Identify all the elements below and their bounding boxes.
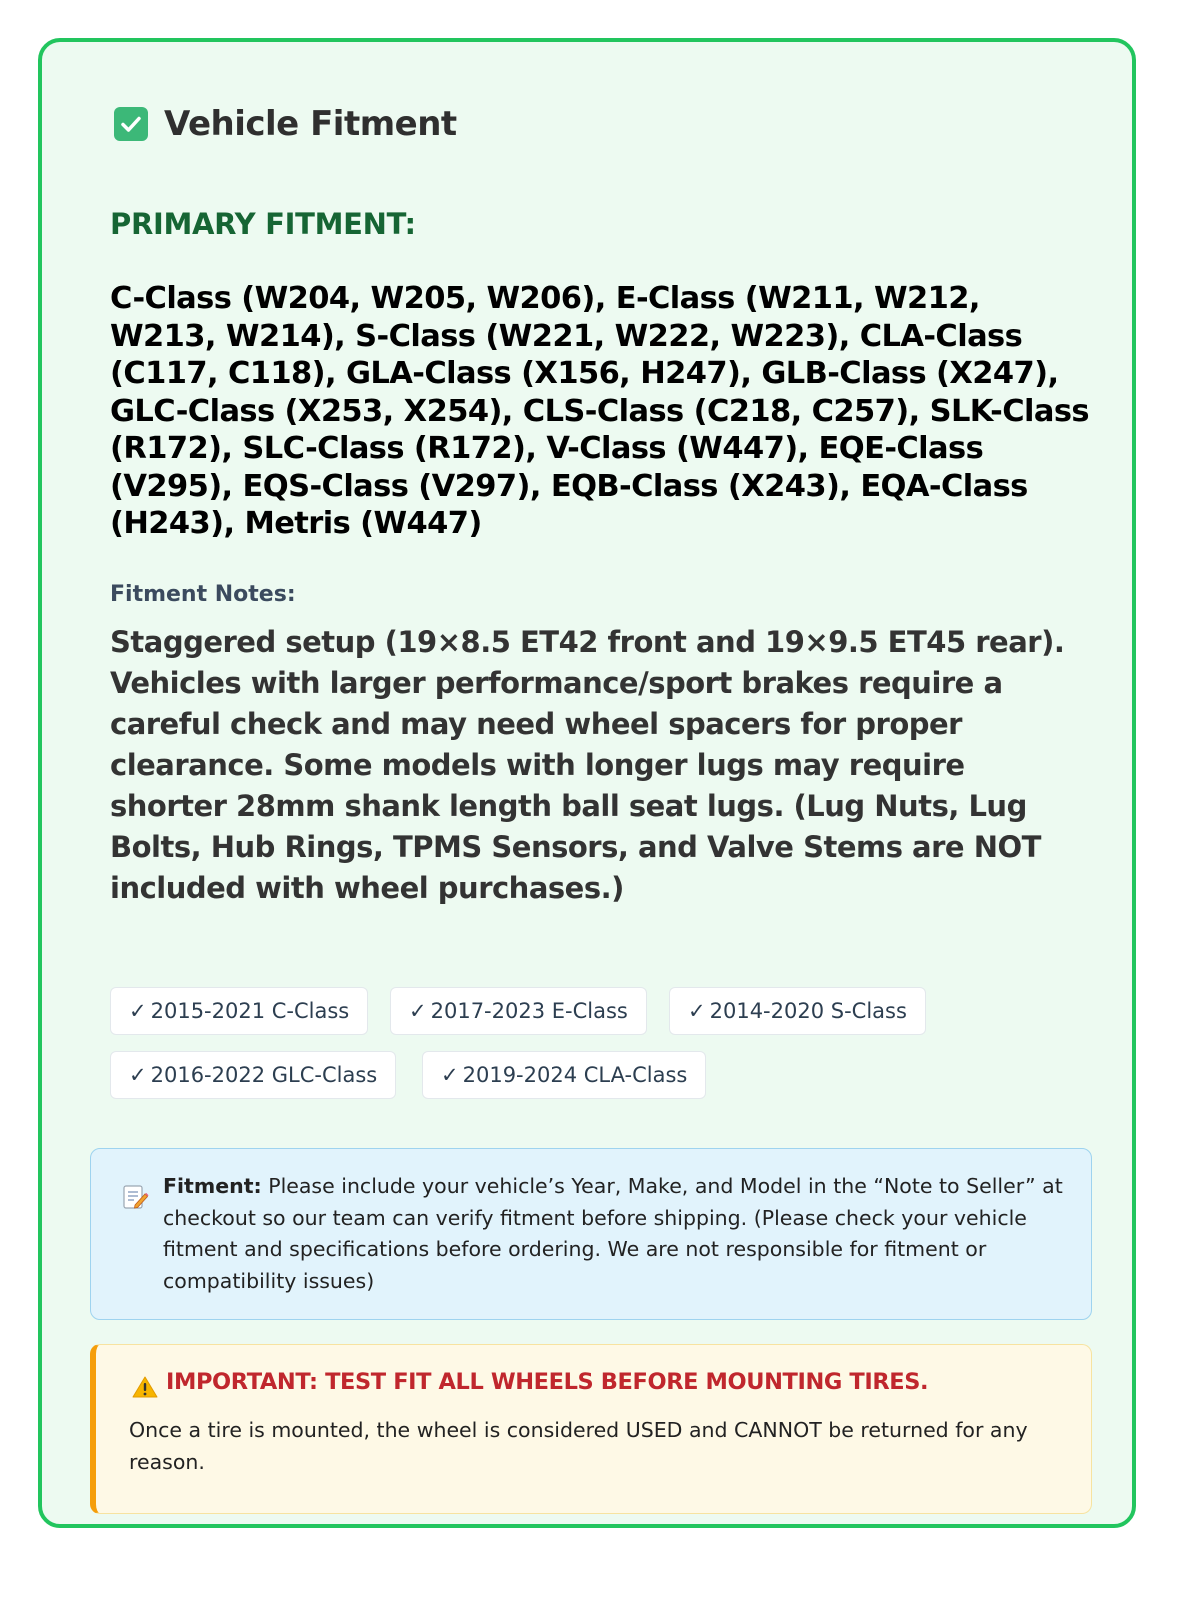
section-title: Vehicle Fitment [164,104,457,144]
fitment-info-text [163,1171,1063,1297]
fitment-tag-cla-class [422,1051,706,1099]
fitment-notes-text: Staggered setup (19×8.5 ET42 front and 19×9.5 ET45 rear). Vehicles with larger performance/sport brakes require a careful check and may need wheel spacers for proper clearance. Some models with longer lugs may require shorter 28mm shank length ball seat lugs. (Lug Nuts, Lug Bolts, Hub Rings, TPMS Sensors, and Valve Stems are NOT included with wheel purchases.) [110,625,1065,905]
warning-title: IMPORTANT: TEST FIT ALL WHEELS BEFORE MOUNTING TIRES. [166,1369,929,1395]
tag-label: 2019-2024 CLA-Class [462,1063,688,1087]
important-warning-box [90,1344,1092,1514]
primary-fitment-label: PRIMARY FITMENT: [110,207,416,241]
warning-icon [132,1375,158,1404]
tag-check-icon: ✓ [688,999,706,1023]
fitment-tag-glc-class [110,1051,396,1099]
tag-check-icon: ✓ [409,999,427,1023]
tag-check-icon: ✓ [441,1063,459,1087]
vehicle-fitment-card [38,38,1136,1528]
memo-icon [121,1183,149,1216]
primary-fitment-models: C-Class (W204, W205, W206), E-Class (W211, W212, W213, W214), S-Class (W221, W222, W223), CLA-Class (C117, C118), GLA-Class (X156, H247), GLB-Class (X247), GLC-Class (X253, X254), CLS-Class (C218, C257), SLK-Class (R172), SLC-Class (R172), V-Class (W447), EQE-Class (V295), EQS-Class (V297), EQB-Class (X243), EQA-Class (H243), Metris (W447) [110,281,1089,541]
fitment-tag-s-class [669,987,926,1035]
warning-text: Once a tire is mounted, the wheel is considered USED and CANNOT be returned for any reason. [129,1418,1028,1474]
check-box-icon [114,107,148,141]
fitment-tag-c-class [110,987,368,1035]
tag-label: 2015-2021 C-Class [150,999,350,1023]
fitment-info-label: Fitment: [163,1174,262,1198]
fitment-info-box [90,1148,1092,1320]
fitment-notes-label: Fitment Notes: [110,582,296,607]
tag-check-icon: ✓ [129,999,147,1023]
fitment-tag-e-class [390,987,647,1035]
tag-label: 2017-2023 E-Class [430,999,628,1023]
tag-check-icon: ✓ [129,1063,147,1087]
section-heading [114,104,457,144]
tag-label: 2016-2022 GLC-Class [150,1063,378,1087]
fitment-info-body: Please include your vehicle’s Year, Make, and Model in the “Note to Seller” at checkout so our team can verify fitment before shipping. (Please check your vehicle fitment and specifications before ordering. We are not responsible for fitment or compatibility issues) [163,1174,1063,1293]
tag-label: 2014-2020 S-Class [709,999,907,1023]
